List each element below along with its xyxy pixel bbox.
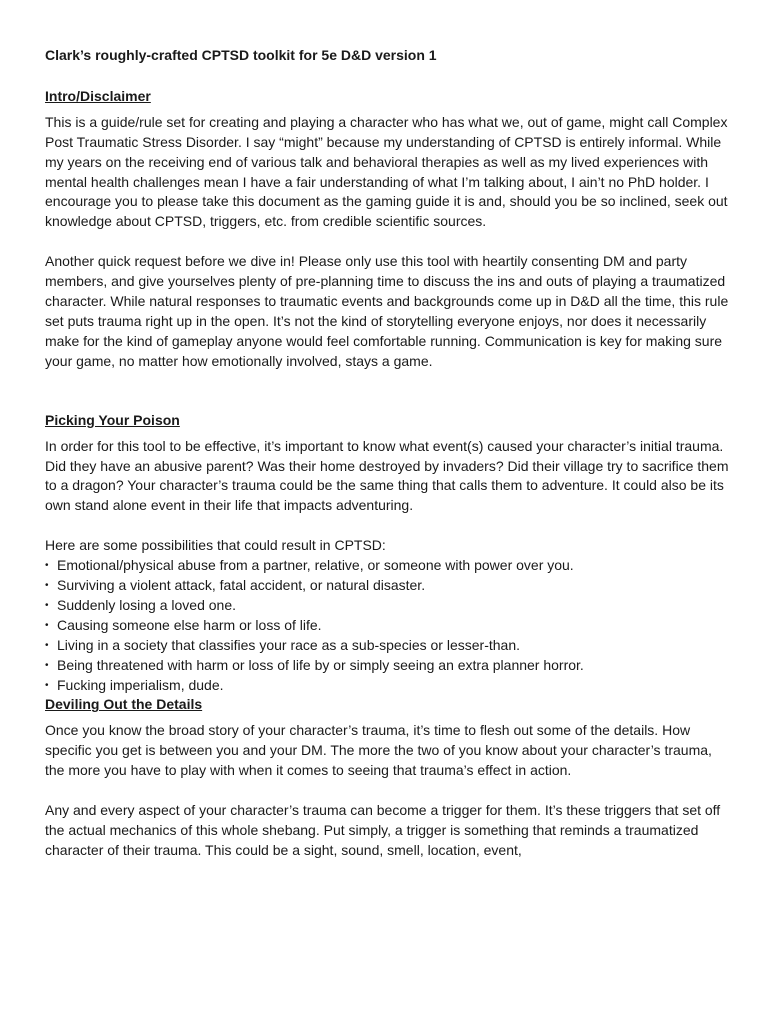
list-item: • Emotional/physical abuse from a partner, relative, or someone with power over you. [45,556,730,576]
section-heading: Intro/Disclaimer [45,87,151,104]
document-title: Clark’s roughly-crafted CPTSD toolkit for 5e D&D version 1 [45,47,437,63]
paragraph: In order for this tool to be effective, it’s important to know what event(s) caused your character’s initial trauma. Did they have an abusive parent? Was their home destroyed by invaders? Did their village try to sacrifice them to a dragon? Your character’s trauma could be the same thing that calls them to adventure. It could also be its own stand alone event in their life that impacts adventuring. [45,437,729,514]
list-item: • Surviving a violent attack, fatal accident, or natural disaster. [45,576,730,596]
paragraph: Once you know the broad story of your character’s trauma, it’s time to flesh out some of the details. How specific you get is between you and your DM. The more the two of you know about your character’s trauma, the more you have to play with when it comes to seeing that trauma’s effect in action. [45,722,712,779]
paragraph: Another quick request before we dive in! Please only use this tool with heartily consenting DM and party members, and give yourselves plenty of pre-planning time to discuss the ins and outs of playing a traumatized character. While natural responses to traumatic events and backgrounds come up in D&D all the time, this rule set puts trauma right up in the open. It’s not the kind of storytelling everyone enjoys, nor does it necessarily make for the kind of gameplay anyone would feel comfortable running. Communication is key for making sure your game, no matter how emotionally involved, stays a game. [45,253,729,369]
paragraph: This is a guide/rule set for creating and playing a character who has what we, out of game, might call Complex Post Traumatic Stress Disorder. I say “might” because my understanding of CPTSD is entirely informal. While my years on the receiving end of various talk and behavioral therapies as well as my lived experiences with mental health challenges mean I have a fair understanding of what I’m talking about, I ain’t no PhD holder. I encourage you to please take this document as the gaming guide it is and, should you be so inclined, seek out knowledge about CPTSD, triggers, etc. from credible scientific sources. [45,113,728,230]
list-item: • Causing someone else harm or loss of life. [45,616,730,636]
list-item: • Being threatened with harm or loss of life by or simply seeing an extra planner horror. [45,656,730,676]
section-intro-disclaimer [45,87,730,372]
paragraph: Any and every aspect of your character’s trauma can become a trigger for them. It’s these triggers that set off the actual mechanics of this whole shebang. Put simply, a trigger is something that reminds a traumatized character of their trauma. This could be a sight, sound, smell, location, event, [45,802,721,858]
section-heading: Deviling Out the Details [45,696,203,713]
list-item: • Fucking imperialism, dude. [45,676,730,696]
section-picking-your-poison [45,411,730,696]
section-heading: Picking Your Poison [45,411,180,428]
bullet-list [45,556,730,695]
list-item: • Living in a society that classifies your race as a sub-species or lesser-than. [45,636,730,656]
section-deviling-out-details [45,695,730,860]
paragraph: Here are some possibilities that could result in CPTSD: [45,537,386,554]
list-item: • Suddenly losing a loved one. [45,596,730,616]
document-page [45,46,730,861]
